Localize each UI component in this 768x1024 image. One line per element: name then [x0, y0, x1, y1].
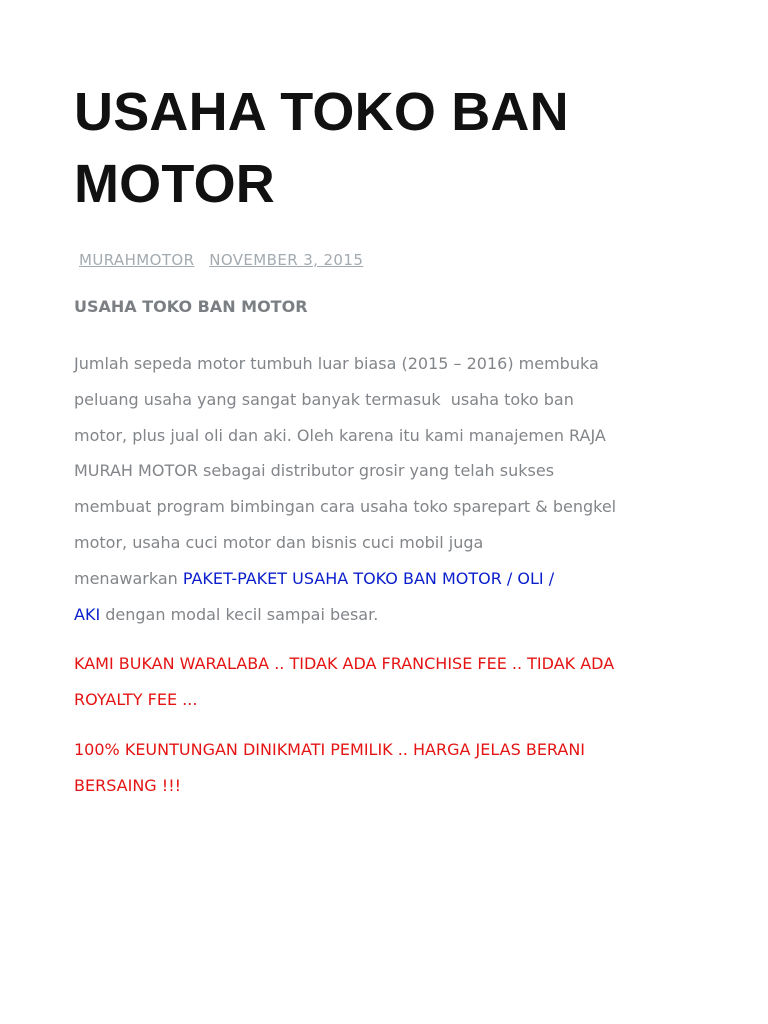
- post-meta: [74, 250, 694, 270]
- post-title: [74, 76, 694, 220]
- body-paragraph: [74, 346, 704, 632]
- paket-usaha-link-continued[interactable]: AKI: [74, 604, 101, 624]
- paket-usaha-link[interactable]: PAKET-PAKET USAHA TOKO BAN MOTOR / OLI /: [182, 568, 555, 588]
- body-line: peluang usaha yang sangat banyak termasuk usaha toko ban: [74, 389, 574, 409]
- body-line: [74, 597, 704, 633]
- body-line: motor, usaha cuci motor dan bisnis cuci mobil juga: [74, 532, 484, 552]
- post-title-line-1: USAHA TOKO BAN: [74, 82, 569, 142]
- body-text-prefix: menawarkan: [74, 568, 183, 588]
- notice-line: BERSAING !!!: [74, 775, 182, 795]
- notice-line: ROYALTY FEE ...: [74, 690, 198, 710]
- body-line: Jumlah sepeda motor tumbuh luar biasa (2015 – 2016) membuka: [74, 354, 599, 373]
- body-line: MURAH MOTOR sebagai distributor grosir yang telah sukses: [74, 461, 555, 481]
- post-subheading: USAHA TOKO BAN MOTOR: [74, 297, 308, 316]
- body-line: [74, 561, 704, 597]
- notice-no-franchise: [74, 646, 694, 718]
- notice-profit: [74, 732, 694, 804]
- author-link[interactable]: MURAHMOTOR: [79, 251, 195, 269]
- date-link[interactable]: NOVEMBER 3, 2015: [209, 251, 364, 269]
- notice-line: KAMI BUKAN WARALABA .. TIDAK ADA FRANCHISE FEE .. TIDAK ADA: [74, 654, 615, 674]
- body-text-suffix: dengan modal kecil sampai besar.: [100, 604, 379, 624]
- notice-line: 100% KEUNTUNGAN DINIKMATI PEMILIK .. HARGA JELAS BERANI: [74, 739, 586, 759]
- post-title-line-2: MOTOR: [74, 154, 275, 214]
- body-line: membuat program bimbingan cara usaha toko sparepart & bengkel: [74, 497, 617, 517]
- body-line: motor, plus jual oli dan aki. Oleh karena itu kami manajemen RAJA: [74, 425, 606, 445]
